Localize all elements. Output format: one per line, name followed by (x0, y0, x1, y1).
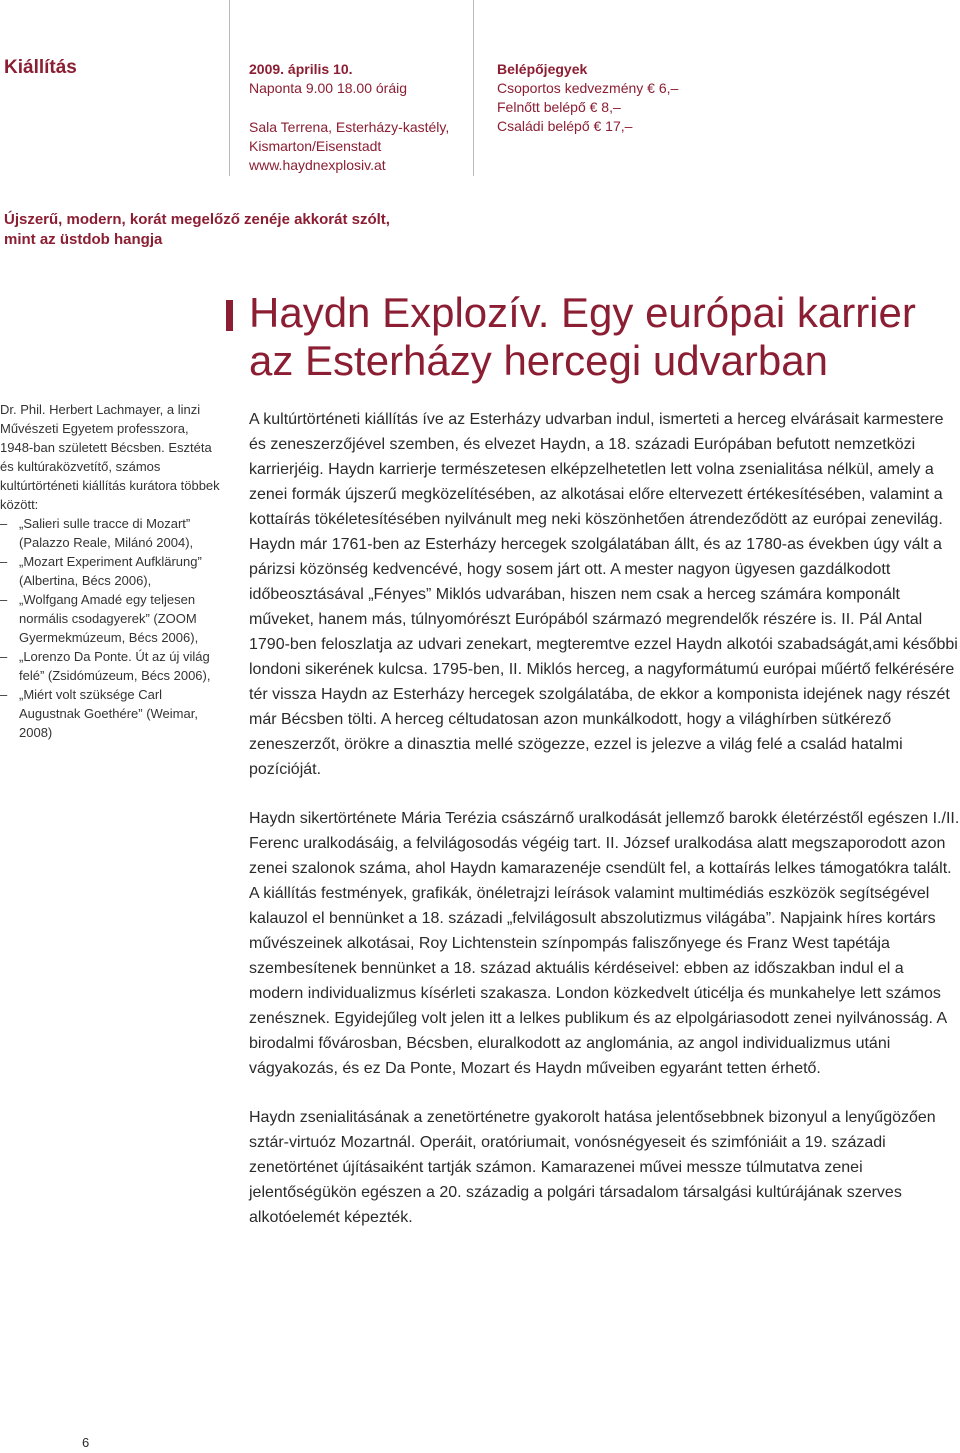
section-label: Kiállítás (4, 57, 77, 78)
title-accent-bar (226, 300, 233, 331)
ticket-price: Családi belépő € 17,– (497, 118, 633, 134)
divider-rule-left (229, 0, 230, 176)
list-item: – „Miért volt szüksége Carl Augustnak Goethére” (Weimar, 2008) (0, 685, 222, 742)
article-body (249, 407, 960, 1254)
list-item: – „Lorenzo Da Ponte. Út az új világ felé” (Zsidómúzeum, Bécs 2006), (0, 647, 222, 685)
page-number: 6 (82, 1435, 90, 1450)
venue-line: Sala Terrena, Esterházy-kastély, (249, 119, 450, 135)
exhibition-list (0, 514, 222, 742)
ticket-price: Csoportos kedvezmény € 6,– (497, 80, 679, 96)
event-date: 2009. április 10. (249, 61, 353, 77)
list-item: – „Salieri sulle tracce di Mozart” (Palazzo Reale, Milánó 2004), (0, 514, 222, 552)
body-paragraph: Haydn sikertörténete Mária Terézia császárnő uralkodását jellemző barokk életérzéstől egészen I./II. Ferenc uralkodásáig, a felvilágosodás végéig tart. II. József uralkodása alatt megszaporodott azon zenei szalonok száma, ahol Haydn kamarazenéje csendült fel, a kottaírás lelkes támogatókra talált. A kiállítás festmények, grafikák, önéletrajzi leírások valamint multimédiás eszközök segítségével kalauzol el bennünket a 18. századi „felvilágosult abszolutizmus világába”. Napjaink híres kortárs művészeinek alkotásai, Roy Lichtenstein színpompás faliszőnyege és Franz West tapétája szembesítenek bennünket a 18. század aktuális kérdéseivel: ebben az időszakban indul el a modern individualizmus kísérleti szakasza. London közkedvelt úticélja és munkahelye lett számos zenésznek. Egyidejűleg volt jelen itt a lelkes publikum és az elpolgáriasodott zenei nyilvánosság. A birodalmi fővárosban, Bécsben, eluralkodott az anglománia, az angol individualizmus utáni vágyakozás, és ez Da Ponte, Mozart és Haydn műveiben egyaránt tetten érhető. (249, 810, 960, 1077)
author-bio: Dr. Phil. Herbert Lachmayer, a linzi Művészeti Egyetem professzora, 1948-ban született Bécsben. Esztéta és kultúraközvetítő, számos kultúrtörténeti kiállítás kurátora többek között: (0, 402, 220, 512)
article-title: Haydn Explozív. Egy európai karrier az Esterházy hercegi udvarban (249, 289, 916, 384)
website-link[interactable]: www.haydnexplosiv.at (249, 157, 386, 173)
list-item: – „Mozart Experiment Aufklärung” (Albertina, Bécs 2006), (0, 552, 222, 590)
tickets-block (497, 60, 757, 136)
list-item: – „Wolfgang Amadé egy teljesen normális csodagyerek” (ZOOM Gyermekmúzeum, Bécs 2006), (0, 590, 222, 647)
tickets-title: Belépőjegyek (497, 61, 588, 77)
event-date-block (249, 60, 479, 98)
author-sidebar (0, 400, 222, 742)
ticket-price: Felnőtt belépő € 8,– (497, 99, 621, 115)
venue-city: Kismarton/Eisenstadt (249, 138, 382, 154)
article-subtitle: Újszerű, modern, korát megelőző zenéje akkorát szólt, mint az üstdob hangja (4, 211, 390, 248)
venue-block (249, 118, 479, 175)
body-paragraph: A kultúrtörténeti kiállítás íve az Esterházy udvarban indul, ismerteti a herceg elvárásait karmestere és zeneszerzőjével szemben, és elvezet Haydn, a 18. századi Európában befutott nemzetközi karrierjéig. Haydn karrierje természetesen elképzelhetetlen lett volna zsenialitása nélkül, amely a zenei formák újszerű megközelítésében, az alkotásai előre eltervezett értékesítésében, valamint a kottaírás tökéletesítésében nyilvánult meg neki köszönhetően átrendeződött az európai zenevilág. Haydn már 1761-ben az Esterházy hercegek szolgálatában állt, és az 1780-as években úgy vált a párizsi közönség kedvencévé, hogy sosem járt ott. A mester nagyon ügyesen gazdálkodott időbeosztásával „Fényes” Miklós udvarában, hiszen nem csak a herceg számára komponált műveket, hanem más, túlnyomórészt Európából származó megrendelők részére is. II. Pál Antal 1790-ben feloszlatja az udvari zenekart, megteremtve ezzel Haydn alkotói szabadságát,ami későbbi londoni sikerének kulcsa. 1795-ben, II. Miklós herceg, a nagyformátumú európai műértő felkérésére tér vissza Haydn az Esterházy hercegek szolgálatába, de ekkor a komponista idejének nagy részét már Bécsben tölti. A herceg céltudatosan azon munkálkodott, hogy a világhírben sütkérező zeneszerzőt, örökre a dinasztia mellé szögezze, ezzel is jelezve a világ felé a család hatalmi pozícióját. (249, 411, 958, 778)
opening-hours: Naponta 9.00 18.00 óráig (249, 80, 408, 96)
body-paragraph: Haydn zsenialitásának a zenetörténetre gyakorolt hatása jelentősebbnek bizonyul a lenyűgözően sztár-virtuóz Mozartnál. Operáit, oratóriumait, vonósnégyeseit és szimfóniáit a 19. századi zenetörténet újításaiként tartják számon. Kamarazenei művei messze túlmutatva zenei jelentőségükön egészen a 20. századig a polgári társadalom társalgási kultúrájának szerves alkotóelemét képezték. (249, 1109, 936, 1226)
